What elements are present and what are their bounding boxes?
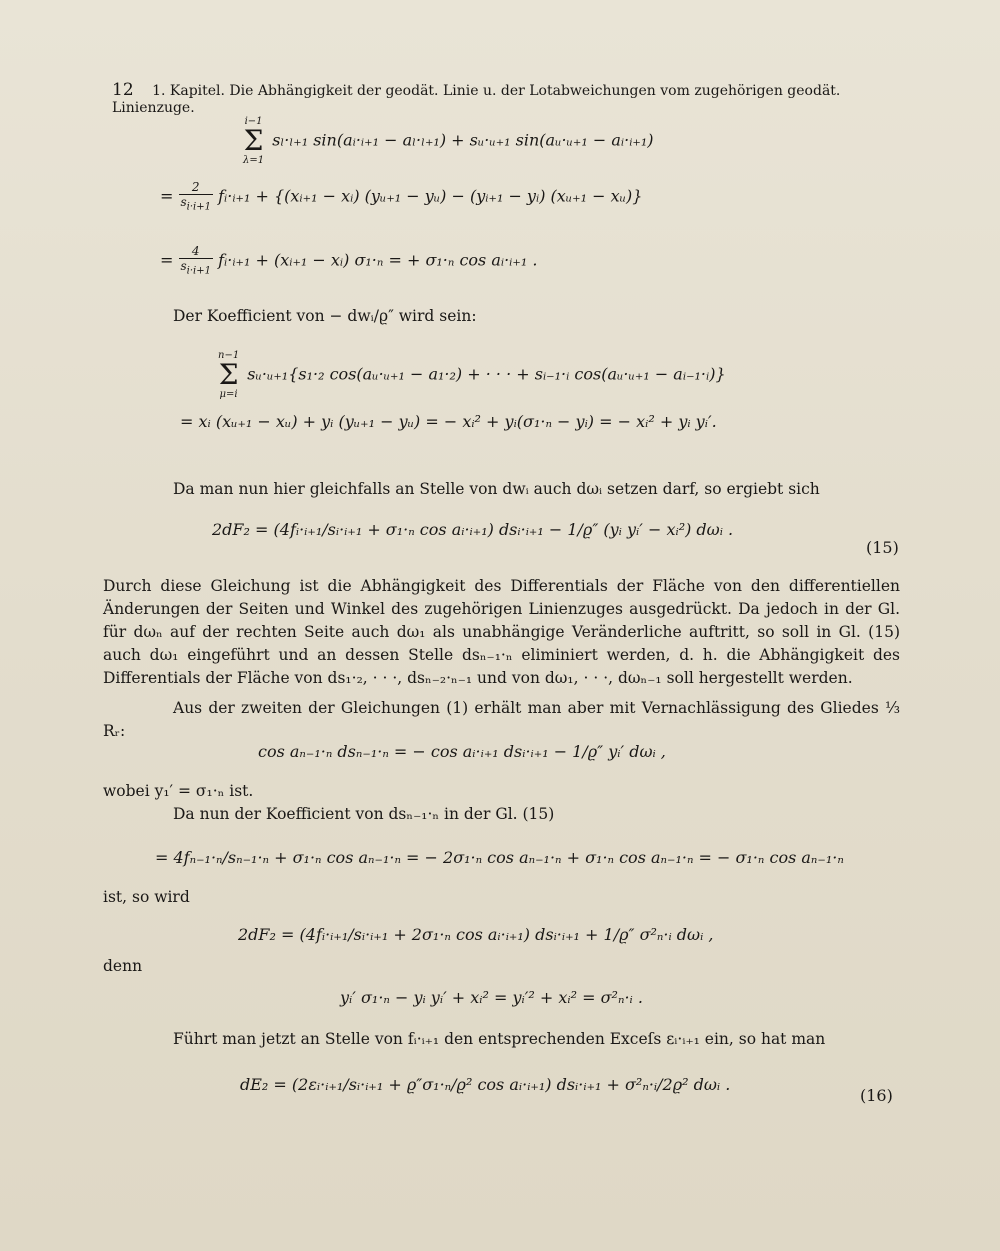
equation-1: i−1 Σ λ=1 sₗ·ₗ₊₁ sin(aᵢ·ᵢ₊₁ − aₗ·ₗ₊₁) + sᵤ·ᵤ₊₁ sin(aᵤ·ᵤ₊₁ − aᵢ·ᵢ₊₁) xyxy=(243,116,654,166)
equation-number-16: (16) xyxy=(860,1086,893,1105)
paragraph-9: Führt man jetzt an Stelle von fᵢ·ᵢ₊₁ den entsprechenden Exceſs εᵢ·ᵢ₊₁ ein, so hat man xyxy=(173,1030,826,1048)
equation-6-text: 2dF₂ = (4fᵢ·ᵢ₊₁/sᵢ·ᵢ₊₁ + σ₁·ₙ cos aᵢ·ᵢ₊₁) dsᵢ·ᵢ₊₁ − 1/ϱ″ (yᵢ yᵢ′ − xᵢ²) dωᵢ . xyxy=(212,520,734,539)
paragraph-4: Aus der zweiten der Gleichungen (1) erhält man aber mit Vernachlässigung des Gliedes ⅓ Rᵣ: xyxy=(103,699,900,740)
equation-8-text: = 4fₙ₋₁·ₙ/sₙ₋₁·ₙ + σ₁·ₙ cos aₙ₋₁·ₙ = − 2σ₁·ₙ cos aₙ₋₁·ₙ + σ₁·ₙ cos aₙ₋₁·ₙ = − σ₁·ₙ cos aₙ₋₁·ₙ xyxy=(155,848,844,867)
paragraph-1: Der Koefficient von − dwᵢ/ϱ″ wird sein: xyxy=(173,307,477,325)
paragraph-7: ist, so wird xyxy=(103,888,190,906)
running-header xyxy=(112,80,892,116)
equation-9 xyxy=(238,925,713,944)
paragraph-3: Durch diese Gleichung ist die Abhängigkeit des Differentials der Fläche von den differentiellen Änderungen der Seiten und Winkel des zugehörigen Linienzuges ausgedrückt. Da jedoch in der Gl. für dωₙ auf der rechten Seite auch dω₁ als unabhängige Veränderliche auftritt, so soll in Gl. (15) auch dω₁ eingeführt und an dessen Stelle dsₙ₋₁·ₙ eliminiert werden, d. h. die Abhängigkeit des Differentials der Fläche von ds₁·₂, · · ·, dsₙ₋₂·ₙ₋₁ und von dω₁, · · ·, dωₙ₋₁ soll hergestellt werden. xyxy=(103,577,900,687)
equation-6 xyxy=(212,520,733,539)
paragraph-8: denn xyxy=(103,957,143,975)
equation-2: = $\frac{2}{s_{i\cdot i+1}}$ fᵢ·ᵢ₊₁ + {(xᵢ₊₁ − xᵢ) (yᵤ₊₁ − yᵤ) − (yᵢ₊₁ − yᵢ) (xᵤ₊₁ − xᵤ)} xyxy=(160,180,643,213)
equation-9-text: 2dF₂ = (4fᵢ·ᵢ₊₁/sᵢ·ᵢ₊₁ + 2σ₁·ₙ cos aᵢ·ᵢ₊₁) dsᵢ·ᵢ₊₁ + 1/ϱ″ σ²ₙ·ᵢ dωᵢ , xyxy=(238,925,714,944)
equation-2-text: fᵢ·ᵢ₊₁ + {(xᵢ₊₁ − xᵢ) (yᵤ₊₁ − yᵤ) − (yᵢ₊₁ − yᵢ) (xᵤ₊₁ − xᵤ)} xyxy=(218,186,643,206)
equation-7 xyxy=(258,742,666,761)
equation-11-text: dE₂ = (2εᵢ·ᵢ₊₁/sᵢ·ᵢ₊₁ + ϱ″σ₁·ₙ/ϱ² cos aᵢ·ᵢ₊₁) dsᵢ·ᵢ₊₁ + σ²ₙ·ᵢ/2ϱ² dωᵢ . xyxy=(240,1075,731,1094)
equation-5-text: = xᵢ (xᵤ₊₁ − xᵤ) + yᵢ (yᵤ₊₁ − yᵤ) = − xᵢ² + yᵢ(σ₁·ₙ − yᵢ) = − xᵢ² + yᵢ yᵢ′. xyxy=(180,412,717,431)
equation-8 xyxy=(155,848,844,867)
equation-5 xyxy=(180,412,717,431)
page-number: 12 xyxy=(112,80,134,100)
equation-3: = $\frac{4}{s_{i\cdot i+1}}$ fᵢ·ᵢ₊₁ + (xᵢ₊₁ − xᵢ) σ₁·ₙ = + σ₁·ₙ cos aᵢ·ᵢ₊₁ . xyxy=(160,244,538,277)
running-title: 1. Kapitel. Die Abhängigkeit der geodät. Linie u. der Lotabweichungen vom zugehörigen geodät. Linienzuge. xyxy=(112,83,841,116)
equation-11 xyxy=(240,1075,730,1094)
equation-4: n−1 Σ μ=i sᵤ·ᵤ₊₁{s₁·₂ cos(aᵤ·ᵤ₊₁ − a₁·₂) + · · · + sᵢ₋₁·ᵢ cos(aᵤ·ᵤ₊₁ − aᵢ₋₁·ᵢ)} xyxy=(218,350,726,400)
paragraph-5: wobei y₁′ = σ₁·ₙ ist. xyxy=(103,782,254,800)
equation-7-text: cos aₙ₋₁·ₙ dsₙ₋₁·ₙ = − cos aᵢ·ᵢ₊₁ dsᵢ·ᵢ₊₁ − 1/ϱ″ yᵢ′ dωᵢ , xyxy=(258,742,666,761)
equation-4-text: sᵤ·ᵤ₊₁{s₁·₂ cos(aᵤ·ᵤ₊₁ − a₁·₂) + · · · + sᵢ₋₁·ᵢ cos(aᵤ·ᵤ₊₁ − aᵢ₋₁·ᵢ)} xyxy=(247,364,726,384)
paragraph-6: Da nun der Koefficient von dsₙ₋₁·ₙ in der Gl. (15) xyxy=(173,805,555,823)
equation-1-text: sₗ·ₗ₊₁ sin(aᵢ·ᵢ₊₁ − aₗ·ₗ₊₁) + sᵤ·ᵤ₊₁ sin(aᵤ·ᵤ₊₁ − aᵢ·ᵢ₊₁) xyxy=(272,130,654,150)
equation-number-15: (15) xyxy=(866,538,899,557)
equation-3-text: fᵢ·ᵢ₊₁ + (xᵢ₊₁ − xᵢ) σ₁·ₙ = + σ₁·ₙ cos aᵢ·ᵢ₊₁ . xyxy=(218,250,538,270)
paragraph-2: Da man nun hier gleichfalls an Stelle von dwᵢ auch dωᵢ setzen darf, so ergiebt sich xyxy=(173,480,820,498)
equation-10 xyxy=(340,988,643,1007)
equation-10-text: yᵢ′ σ₁·ₙ − yᵢ yᵢ′ + xᵢ² = yᵢ′² + xᵢ² = σ²ₙ·ᵢ . xyxy=(340,988,643,1007)
